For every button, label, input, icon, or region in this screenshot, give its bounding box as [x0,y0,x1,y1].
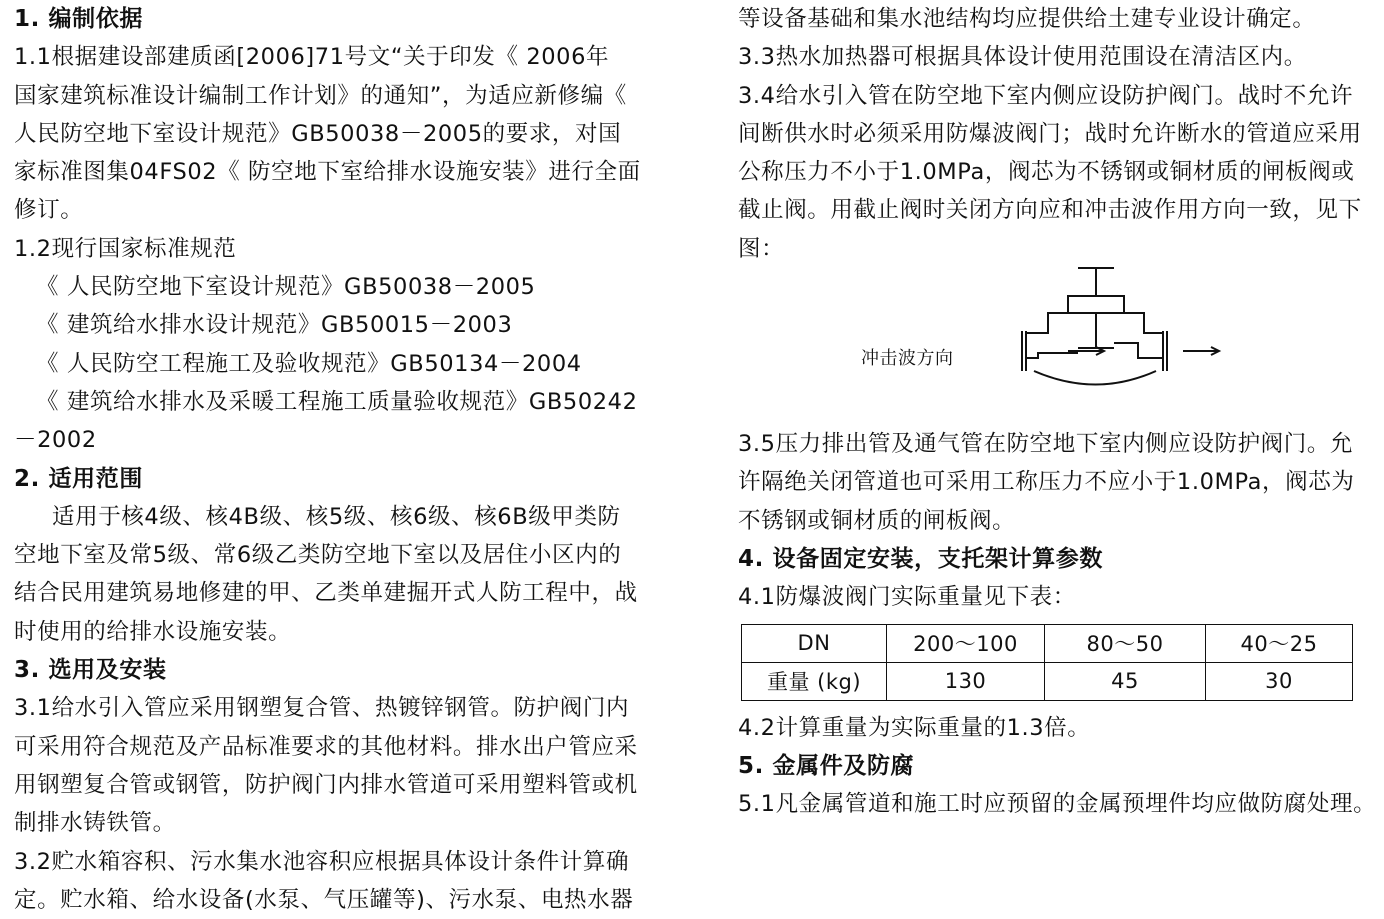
paragraph-line: 结合民用建筑易地修建的甲、乙类单建掘开式人防工程中，战 [14,580,638,607]
heading-fixing-parameters: 4. 设备固定安装，支托架计算参数 [738,545,1103,572]
paragraph-line: 国家建筑标准设计编制工作计划》的通知”，为适应新修编《 [14,82,627,109]
right-column [738,0,1378,823]
valve-drawing [838,263,1378,423]
body-bottom [1034,371,1156,385]
paragraph-line: 1.1根据建设部建质函[2006]71号文“关于印发《 2006年 [14,44,610,71]
paragraph-line: 3.1给水引入管应采用钢塑复合管、热镀锌钢管。防护阀门内 [14,695,630,722]
body-top [1026,313,1163,333]
paragraph-line: 图： [738,235,785,262]
section-1-2-title: 1.2现行国家标准规范 [14,235,237,262]
paragraph-line: 时使用的给排水设施安装。 [14,618,292,645]
paragraph-line: 可采用符合规范及产品标准要求的其他材料。排水出户管应采 [14,733,638,760]
heading-metal-anticorrosion: 5. 金属件及防腐 [738,752,915,779]
table-cell: 40～25 [1206,624,1353,662]
heading-scope: 2. 适用范围 [14,465,143,492]
table-cell: 130 [887,662,1045,700]
paragraph-line: 3.5压力排出管及通气管在防空地下室内侧应设防护阀门。允 [738,431,1354,458]
standards-list [14,268,694,459]
standard-item-continuation: －2002 [14,427,97,454]
table-cell: 45 [1045,662,1206,700]
table-cell: 30 [1206,662,1353,700]
section-2-body [14,498,694,651]
table-row [742,662,1353,700]
paragraph-line: 修订。 [14,197,84,224]
standard-item: 《 建筑给水排水设计规范》GB50015－2003 [36,312,513,339]
paragraph-line: 家标准图集04FS02《 防空地下室给排水设施安装》进行全面 [14,159,641,186]
section-3-5 [738,425,1378,540]
paragraph-line: 适用于核4级、核4B级、核5级、核6级、核6B级甲类防 [52,503,621,530]
left-column [14,0,694,919]
bonnet [1068,296,1124,313]
section-4-2: 4.2计算重量为实际重量的1.3倍。 [738,714,1091,741]
paragraph-line: 公称压力不小于1.0MPa，阀芯为不锈钢或铜材质的闸板阀或 [738,159,1355,186]
section-4-1: 4.1防爆波阀门实际重量见下表： [738,584,1076,611]
table-cell: 200～100 [887,624,1045,662]
heading-selection-installation: 3. 选用及安装 [14,657,167,684]
paragraph-line: 3.2贮水箱容积、污水集水池容积应根据具体设计条件计算确 [14,848,630,875]
paragraph-line: 等设备基础和集水池结构均应提供给土建专业设计确定。 [738,6,1316,32]
paragraph-line: 3.4给水引入管在防空地下室内侧应设防护阀门。战时不允许 [738,82,1354,109]
section-3-3: 3.3热水加热器可根据具体设计使用范围设在清洁区内。 [738,44,1307,71]
standard-item: 《 人民防空地下室设计规范》GB50038－2005 [36,274,536,301]
globe-valve-diagram [738,268,1378,425]
table-cell: DN [742,624,887,662]
section-3-1 [14,689,694,842]
section-5-1: 5.1凡金属管道和施工时应预留的金属预埋件均应做防腐处理。 [738,791,1377,818]
table-header-row [742,624,1353,662]
heading-basis: 1. 编制依据 [14,6,143,32]
valve-weight-table [741,624,1353,701]
standard-item: 《 建筑给水排水及采暖工程施工质量验收规范》GB50242 [36,388,638,415]
section-3-2 [14,843,694,919]
table-cell: 重量 (kg) [742,662,887,700]
section-1-1 [14,38,694,229]
paragraph-line: 用钢塑复合管或钢管，防护阀门内排水管道可采用塑料管或机 [14,771,638,798]
shockwave-direction-label: 冲击波方向 [861,348,954,370]
table-cell: 80～50 [1045,624,1206,662]
paragraph-line: 空地下室及常5级、常6级乙类防空地下室以及居住小区内的 [14,542,622,569]
paragraph-line: 截止阀。用截止阀时关闭方向应和冲击波作用方向一致，见下 [738,197,1362,224]
paragraph-line: 制排水铸铁管。 [14,810,176,837]
outlet-passage [1114,343,1163,358]
paragraph-line: 许隔绝关闭管道也可采用工称压力不应小于1.0MPa，阀芯为 [738,469,1355,496]
paragraph-line: 人民防空地下室设计规范》GB50038－2005的要求，对国 [14,120,622,147]
standard-item: 《 人民防空工程施工及验收规范》GB50134－2004 [36,350,582,377]
paragraph-line: 间断供水时必须采用防爆波阀门；战时允许断水的管道应采用 [738,120,1362,147]
paragraph-line: 不锈钢或铜材质的闸板阀。 [738,507,1016,534]
inlet-passage [1026,353,1078,358]
paragraph-line: 定。贮水箱、给水设备(水泵、气压罐等)、污水泵、电热水器 [14,886,634,913]
section-3-4 [738,77,1378,268]
